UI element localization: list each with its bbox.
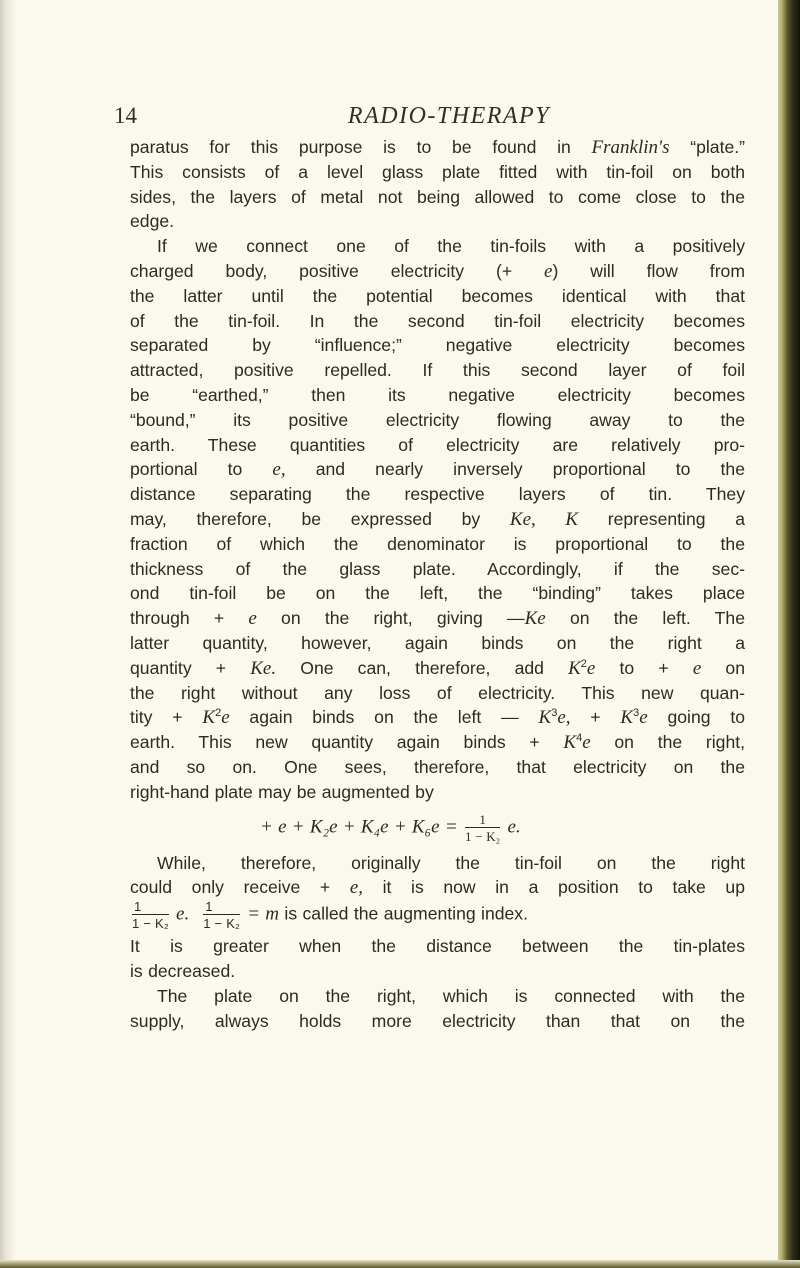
superscript: 3 xyxy=(633,707,640,720)
text-line: and so on. One sees, therefore, that electricity on the xyxy=(130,756,745,777)
body-text xyxy=(130,135,745,1033)
equation-tail: e. xyxy=(502,815,521,837)
text-line: supply, always holds more electricity than that on the xyxy=(130,1010,745,1031)
text-line xyxy=(130,705,745,730)
math-symbol: Ke. xyxy=(250,657,277,679)
text-line: the latter until the potential becomes identical with that xyxy=(130,285,745,306)
math-symbol: e xyxy=(692,657,702,679)
text-line: earth. These quantities of electricity are relatively pro- xyxy=(130,434,745,455)
text-span: again binds on the left — xyxy=(229,707,539,728)
text-line: separated by “influence;” negative electricity becomes xyxy=(130,335,745,356)
text-span: may, therefore, be expressed by xyxy=(130,508,510,529)
text-span: charged body, positive electricity (+ xyxy=(130,260,545,281)
text-line: It is greater when the distance between the tin-plates xyxy=(130,936,745,957)
text-span: on the right, giving — xyxy=(256,608,525,629)
text-line xyxy=(130,259,745,284)
math-symbol: e xyxy=(248,608,257,630)
superscript: 2 xyxy=(580,657,587,670)
text-span: paratus for this purpose is to be found in xyxy=(130,137,592,157)
text-line xyxy=(130,730,745,755)
text-span: on xyxy=(701,657,745,678)
math-symbol: e xyxy=(544,260,553,282)
text-line xyxy=(130,606,745,631)
text-span: earth. This new quantity again binds + xyxy=(130,732,564,753)
text-line: The plate on the right, which is connected with the xyxy=(157,985,745,1006)
text-span: quantity + xyxy=(130,657,251,678)
superscript: 2 xyxy=(215,707,222,720)
text-span: to + xyxy=(595,657,693,678)
fraction-denominator: 1 − K₂ xyxy=(464,828,501,844)
fraction xyxy=(132,900,169,930)
text-line: “bound,” its positive electricity flowing away to the xyxy=(130,409,745,430)
page-bottom-edge xyxy=(0,1260,800,1268)
math-symbol: e xyxy=(639,707,648,729)
text-span: it is now in a position to take up xyxy=(363,877,745,898)
text-line: latter quantity, however, again binds on the right a xyxy=(130,632,745,653)
augmenting-index-line xyxy=(130,900,745,934)
fraction-numerator: 1 xyxy=(203,900,240,915)
text-line: If we connect one of the tin-foils with a positively xyxy=(157,236,745,257)
text-span: could only receive + xyxy=(130,877,350,898)
equation-series xyxy=(130,805,745,851)
text-span: tity + xyxy=(130,707,203,728)
text-line xyxy=(130,656,745,681)
book-spine-edge xyxy=(778,0,800,1268)
superscript: 4 xyxy=(576,732,583,745)
text-line xyxy=(130,135,745,160)
text-line: is decreased. xyxy=(130,960,236,981)
math-symbol: e, xyxy=(557,707,571,729)
text-span: through + xyxy=(130,608,249,629)
italic-name: Franklin's xyxy=(591,137,670,158)
math-symbol: e, xyxy=(349,877,363,899)
text-span: + xyxy=(570,707,621,728)
text-span: and nearly inversely proportional to the xyxy=(285,459,745,480)
text-span: on the left. The xyxy=(545,608,745,629)
math-symbol: e, xyxy=(272,459,286,481)
fraction xyxy=(203,900,240,930)
text-line: This consists of a level glass plate fitted with tin-foil on both xyxy=(130,161,745,182)
equation xyxy=(260,813,521,843)
running-head: RADIO-THERAPY xyxy=(347,103,551,129)
text-span: representing a xyxy=(578,508,745,529)
text-line: distance separating the respective layers of tin. They xyxy=(130,484,745,505)
text-line: attracted, positive repelled. If this second layer of foil xyxy=(130,360,745,381)
text-span: is called the augmenting index. xyxy=(279,903,528,924)
text-line: of the tin-foil. In the second tin-foil electricity becomes xyxy=(130,310,745,331)
math-symbol: e xyxy=(582,732,591,754)
text-line: the right without any loss of electricity. This new quan- xyxy=(130,682,745,703)
text-line: be “earthed,” then its negative electricity becomes xyxy=(130,384,745,405)
text-span: “plate.” xyxy=(669,137,745,157)
math-symbol: K xyxy=(563,732,577,754)
math-symbol: Ke xyxy=(524,608,546,630)
fraction-denominator: 1 − K₂ xyxy=(203,916,240,932)
text-line: fraction of which the denominator is proportional to the xyxy=(130,533,745,554)
fraction-numerator: 1 xyxy=(132,900,169,915)
math-symbol: e xyxy=(586,657,596,679)
math-symbol: K xyxy=(568,657,581,679)
math-symbol: Ke, K xyxy=(509,508,579,530)
page-left-edge xyxy=(0,0,16,1268)
text-span: portional to xyxy=(130,459,273,480)
math-symbol: e xyxy=(221,707,230,729)
text-line xyxy=(130,457,745,482)
text-line: thickness of the glass plate. Accordingly, if the sec- xyxy=(130,558,745,579)
text-span: going to xyxy=(647,707,745,728)
text-line: sides, the layers of metal not being allowed to come close to the xyxy=(130,186,745,207)
math-symbol: K xyxy=(620,707,634,729)
math-symbol: e. xyxy=(170,903,190,925)
text-line: edge. xyxy=(130,211,175,232)
fraction-denominator: 1 − K₂ xyxy=(132,916,169,932)
text-line: While, therefore, originally the tin-foil on the right xyxy=(157,852,745,873)
text-line: ond tin-foil be on the left, the “binding” takes place xyxy=(130,583,745,604)
math-symbol: = m xyxy=(241,903,280,925)
text-span: ) will flow from xyxy=(552,260,745,281)
math-symbol: K xyxy=(202,707,216,729)
page-number: 14 xyxy=(114,103,137,128)
text-line xyxy=(130,875,745,900)
superscript: 3 xyxy=(551,707,558,720)
fraction xyxy=(465,813,500,843)
text-line xyxy=(130,507,745,532)
page-header xyxy=(114,103,784,135)
text-span: One can, therefore, add xyxy=(276,657,569,678)
equation-lhs: + e + K₂e + K₄e + K₆e = xyxy=(260,815,463,837)
text-line: right-hand plate may be augmented by xyxy=(130,781,434,802)
text-span: on the right, xyxy=(590,732,746,753)
math-symbol: K xyxy=(538,707,552,729)
fraction-numerator: 1 xyxy=(465,813,500,828)
